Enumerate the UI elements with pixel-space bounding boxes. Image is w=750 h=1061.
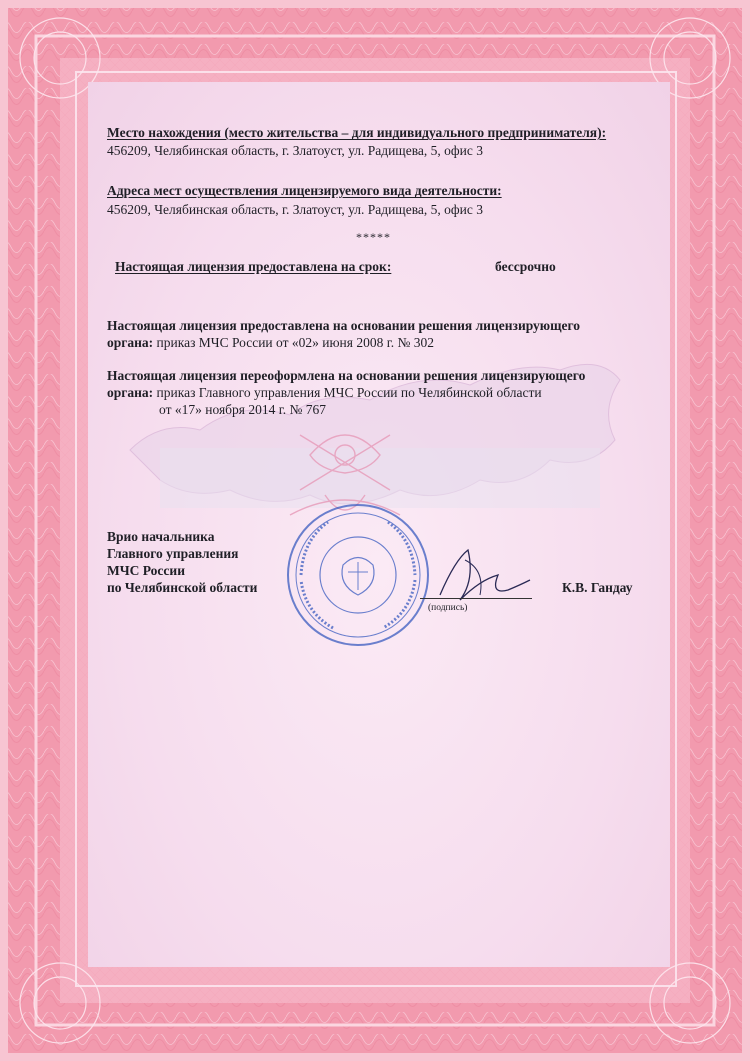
reissue-line-1: Настоящая лицензия переоформлена на основании решения лицензирующего xyxy=(107,368,586,383)
signatory-name: К.В. Гандау xyxy=(562,580,633,595)
separator-stars: ***** xyxy=(356,230,391,244)
signatory-title-4: по Челябинской области xyxy=(107,580,258,595)
basis-organ-label: органа: xyxy=(107,335,154,350)
reissue-order-text: приказ Главного управления МЧС России по Челябинской области xyxy=(153,385,542,400)
activity-address-label: Адреса мест осуществления лицензируемого вида деятельности: xyxy=(107,183,502,198)
basis-order-text: приказ МЧС России от «02» июня 2008 г. № 302 xyxy=(153,335,435,350)
signatory-title-1: Врио начальника xyxy=(107,529,215,544)
term-value: бессрочно xyxy=(495,259,556,274)
term-label: Настоящая лицензия предоставлена на срок: xyxy=(115,259,392,274)
signatory-title-3: МЧС России xyxy=(107,563,185,578)
signatory-title-2: Главного управления xyxy=(107,546,239,561)
address-value: 456209, Челябинская область, г. Златоуст, ул. Радищева, 5, офис 3 xyxy=(107,143,483,158)
reissue-line-3: от «17» ноября 2014 г. № 767 xyxy=(159,402,326,417)
address-label: Место нахождения (место жительства – для индивидуального предпринимателя): xyxy=(107,125,607,140)
official-seal xyxy=(283,500,433,650)
signature-line xyxy=(420,598,532,599)
basis-line-1: Настоящая лицензия предоставлена на основании решения лицензирующего xyxy=(107,318,581,333)
activity-address-value: 456209, Челябинская область, г. Златоуст, ул. Радищева, 5, офис 3 xyxy=(107,202,483,217)
reissue-organ-label: органа: xyxy=(107,385,154,400)
basis-line-2 xyxy=(107,334,434,351)
signature-caption: (подпись) xyxy=(428,603,468,613)
reissue-line-2 xyxy=(107,384,542,401)
